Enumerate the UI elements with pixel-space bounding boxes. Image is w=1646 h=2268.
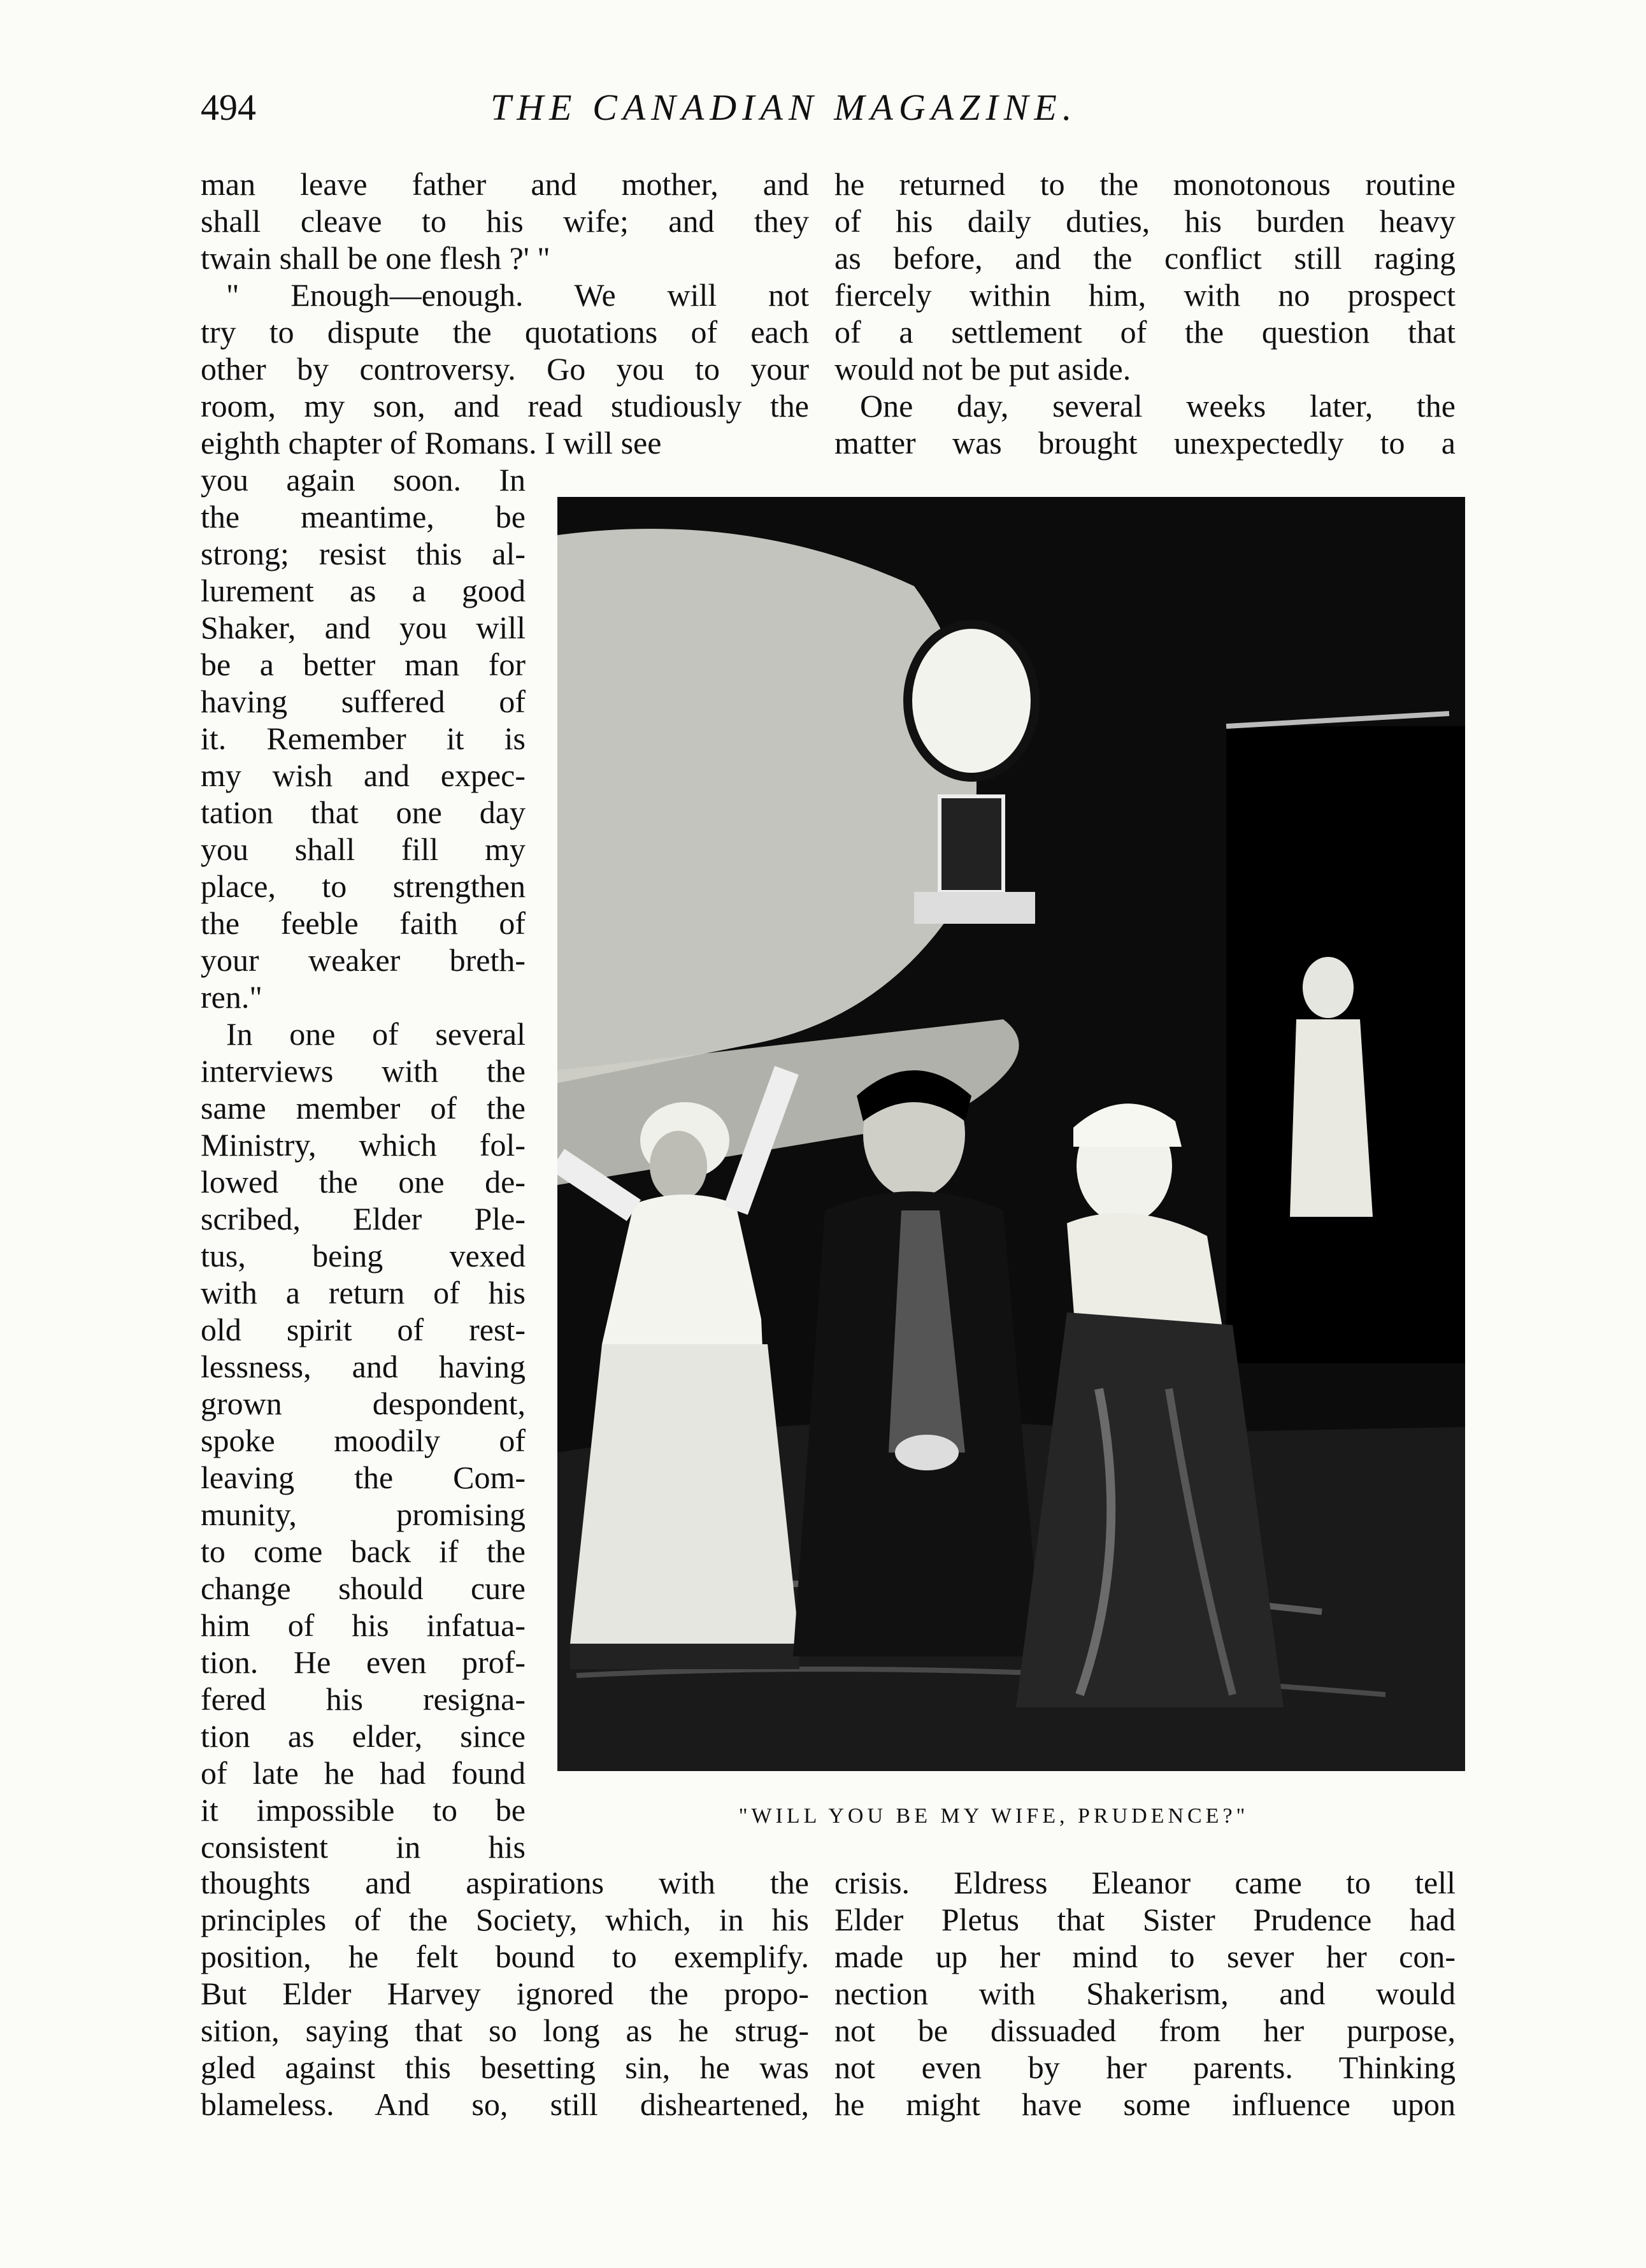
- text-line: man leave father and mother, and: [201, 166, 809, 202]
- text-line: you again soon. In: [201, 462, 526, 498]
- text-line: leaving the Com-: [201, 1460, 526, 1495]
- running-title: THE CANADIAN MAGAZINE.: [490, 87, 1078, 128]
- text-line: of a settlement of the question that: [834, 314, 1456, 350]
- text-line: scribed, Elder Ple-: [201, 1201, 526, 1237]
- text-line: old spirit of rest-: [201, 1312, 526, 1347]
- text-line: not even by her parents. Thinking: [834, 2049, 1456, 2085]
- text-line: crisis. Eldress Eleanor came to tell: [834, 1865, 1456, 1900]
- text-line: having suffered of: [201, 684, 526, 719]
- text-line: your weaker breth-: [201, 942, 526, 978]
- wall-clock-shape: [908, 624, 1035, 777]
- text-line: made up her mind to sever her con-: [834, 1939, 1456, 1974]
- text-line: One day, several weeks later, the: [860, 388, 1456, 424]
- text-line: shall cleave to his wife; and they: [201, 203, 809, 239]
- text-line: matter was brought unexpectedly to a: [834, 425, 1456, 461]
- text-line: my wish and expec-: [201, 757, 526, 793]
- text-line: to come back if the: [201, 1533, 526, 1569]
- text-line: fiercely within him, with no prospect: [834, 277, 1456, 313]
- text-line: lessness, and having: [201, 1349, 526, 1384]
- text-line: But Elder Harvey ignored the propo-: [201, 1976, 809, 2011]
- text-line: room, my son, and read studiously the: [201, 388, 809, 424]
- text-line: ren.": [201, 979, 262, 1015]
- text-line: change should cure: [201, 1570, 526, 1606]
- text-line: with a return of his: [201, 1275, 526, 1310]
- illustration: [557, 497, 1465, 1771]
- text-line: In one of several: [226, 1016, 526, 1052]
- text-line: Elder Pletus that Sister Prudence had: [834, 1902, 1456, 1937]
- text-line: as before, and the conflict still raging: [834, 240, 1456, 276]
- text-line: grown despondent,: [201, 1386, 526, 1421]
- text-line: thoughts and aspirations with the: [201, 1865, 809, 1900]
- text-line: strong; resist this al-: [201, 536, 526, 571]
- text-line: nection with Shakerism, and would: [834, 1976, 1456, 2011]
- text-line: be a better man for: [201, 647, 526, 682]
- text-line: tation that one day: [201, 794, 526, 830]
- text-line: it. Remember it is: [201, 721, 526, 756]
- illustration-caption: "WILL YOU BE MY WIFE, PRUDENCE?": [738, 1804, 1249, 1828]
- text-line: lowed the one de-: [201, 1164, 526, 1200]
- text-line: spoke moodily of: [201, 1423, 526, 1458]
- text-line: sition, saying that so long as he strug-: [201, 2013, 809, 2048]
- text-line: same member of the: [201, 1090, 526, 1126]
- text-line: he might have some influence upon: [834, 2086, 1456, 2122]
- text-line: " Enough—enough. We will not: [226, 277, 809, 313]
- text-line: the feeble faith of: [201, 905, 526, 941]
- text-line: Ministry, which fol-: [201, 1127, 526, 1163]
- text-line: blameless. And so, still disheartened,: [201, 2086, 809, 2122]
- text-line: eighth chapter of Romans. I will see: [201, 425, 662, 461]
- text-line: twain shall be one flesh ?' ": [201, 240, 550, 276]
- text-line: consistent in his: [201, 1829, 526, 1865]
- text-line: try to dispute the quotations of each: [201, 314, 809, 350]
- text-line: gled against this besetting sin, he was: [201, 2049, 809, 2085]
- text-line: he returned to the monotonous routine: [834, 166, 1456, 202]
- text-line: of late he had found: [201, 1755, 526, 1791]
- text-line: tus, being vexed: [201, 1238, 526, 1274]
- text-line: would not be put aside.: [834, 351, 1131, 387]
- text-line: munity, promising: [201, 1496, 526, 1532]
- text-line: interviews with the: [201, 1053, 526, 1089]
- text-line: it impossible to be: [201, 1792, 526, 1828]
- text-line: him of his infatua-: [201, 1607, 526, 1643]
- text-line: other by controversy. Go you to your: [201, 351, 809, 387]
- text-line: tion. He even prof-: [201, 1644, 526, 1680]
- text-line: principles of the Society, which, in his: [201, 1902, 809, 1937]
- text-line: you shall fill my: [201, 831, 526, 867]
- illustration-scene: [557, 497, 1465, 1771]
- text-line: not be dissuaded from her purpose,: [834, 2013, 1456, 2048]
- text-line: Shaker, and you will: [201, 610, 526, 645]
- text-line: fered his resigna-: [201, 1681, 526, 1717]
- text-line: the meantime, be: [201, 499, 526, 535]
- text-line: position, he felt bound to exemplify.: [201, 1939, 809, 1974]
- text-line: place, to strengthen: [201, 868, 526, 904]
- text-line: tion as elder, since: [201, 1718, 526, 1754]
- page-number: 494: [201, 87, 256, 128]
- text-line: of his daily duties, his burden heavy: [834, 203, 1456, 239]
- text-line: lurement as a good: [201, 573, 526, 608]
